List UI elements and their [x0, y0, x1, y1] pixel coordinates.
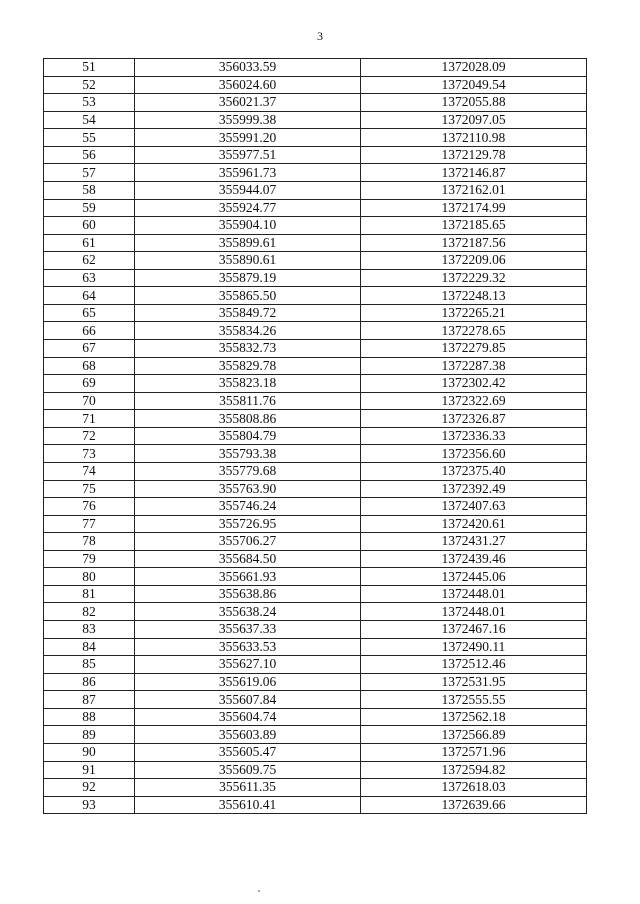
- x-coordinate-cell: 355619.06: [135, 673, 361, 691]
- x-coordinate-cell: 355823.18: [135, 375, 361, 393]
- y-coordinate-cell: 1372512.46: [361, 656, 587, 674]
- table-row: [44, 164, 587, 182]
- y-coordinate-cell: 1372265.21: [361, 304, 587, 322]
- x-coordinate-cell: 355633.53: [135, 638, 361, 656]
- x-coordinate-cell: 356033.59: [135, 59, 361, 77]
- table-row: [44, 146, 587, 164]
- y-coordinate-cell: 1372356.60: [361, 445, 587, 463]
- x-coordinate-cell: 355961.73: [135, 164, 361, 182]
- x-coordinate-cell: 355977.51: [135, 146, 361, 164]
- point-number-cell: 80: [44, 568, 135, 586]
- coordinates-table-body: [44, 59, 587, 814]
- table-row: [44, 410, 587, 428]
- table-row: [44, 779, 587, 797]
- point-number-cell: 78: [44, 533, 135, 551]
- point-number-cell: 88: [44, 708, 135, 726]
- point-number-cell: 93: [44, 796, 135, 814]
- y-coordinate-cell: 1372639.66: [361, 796, 587, 814]
- table-row: [44, 375, 587, 393]
- y-coordinate-cell: 1372392.49: [361, 480, 587, 498]
- table-row: [44, 234, 587, 252]
- point-number-cell: 72: [44, 427, 135, 445]
- x-coordinate-cell: 355849.72: [135, 304, 361, 322]
- x-coordinate-cell: 355604.74: [135, 708, 361, 726]
- y-coordinate-cell: 1372490.11: [361, 638, 587, 656]
- y-coordinate-cell: 1372375.40: [361, 462, 587, 480]
- scan-speck: [258, 890, 260, 892]
- point-number-cell: 51: [44, 59, 135, 77]
- y-coordinate-cell: 1372279.85: [361, 340, 587, 358]
- table-row: [44, 638, 587, 656]
- point-number-cell: 87: [44, 691, 135, 709]
- table-row: [44, 462, 587, 480]
- y-coordinate-cell: 1372229.32: [361, 269, 587, 287]
- x-coordinate-cell: 355684.50: [135, 550, 361, 568]
- x-coordinate-cell: 355904.10: [135, 217, 361, 235]
- table-row: [44, 199, 587, 217]
- table-row: [44, 708, 587, 726]
- x-coordinate-cell: 355879.19: [135, 269, 361, 287]
- point-number-cell: 76: [44, 498, 135, 516]
- table-row: [44, 796, 587, 814]
- table-row: [44, 550, 587, 568]
- y-coordinate-cell: 1372326.87: [361, 410, 587, 428]
- table-row: [44, 656, 587, 674]
- x-coordinate-cell: 355609.75: [135, 761, 361, 779]
- y-coordinate-cell: 1372571.96: [361, 743, 587, 761]
- y-coordinate-cell: 1372185.65: [361, 217, 587, 235]
- y-coordinate-cell: 1372287.38: [361, 357, 587, 375]
- y-coordinate-cell: 1372302.42: [361, 375, 587, 393]
- point-number-cell: 59: [44, 199, 135, 217]
- table-row: [44, 533, 587, 551]
- table-row: [44, 427, 587, 445]
- x-coordinate-cell: 355779.68: [135, 462, 361, 480]
- x-coordinate-cell: 355834.26: [135, 322, 361, 340]
- y-coordinate-cell: 1372055.88: [361, 94, 587, 112]
- x-coordinate-cell: 355638.24: [135, 603, 361, 621]
- y-coordinate-cell: 1372448.01: [361, 585, 587, 603]
- table-row: [44, 621, 587, 639]
- table-row: [44, 568, 587, 586]
- y-coordinate-cell: 1372467.16: [361, 621, 587, 639]
- x-coordinate-cell: 355899.61: [135, 234, 361, 252]
- point-number-cell: 68: [44, 357, 135, 375]
- point-number-cell: 69: [44, 375, 135, 393]
- point-number-cell: 71: [44, 410, 135, 428]
- y-coordinate-cell: 1372594.82: [361, 761, 587, 779]
- point-number-cell: 92: [44, 779, 135, 797]
- point-number-cell: 52: [44, 76, 135, 94]
- point-number-cell: 61: [44, 234, 135, 252]
- point-number-cell: 58: [44, 181, 135, 199]
- y-coordinate-cell: 1372049.54: [361, 76, 587, 94]
- y-coordinate-cell: 1372110.98: [361, 129, 587, 147]
- table-row: [44, 691, 587, 709]
- table-row: [44, 480, 587, 498]
- x-coordinate-cell: 355603.89: [135, 726, 361, 744]
- table-row: [44, 340, 587, 358]
- x-coordinate-cell: 355944.07: [135, 181, 361, 199]
- table-row: [44, 59, 587, 77]
- y-coordinate-cell: 1372097.05: [361, 111, 587, 129]
- point-number-cell: 82: [44, 603, 135, 621]
- page-number: 3: [317, 29, 323, 43]
- table-row: [44, 603, 587, 621]
- x-coordinate-cell: 355746.24: [135, 498, 361, 516]
- x-coordinate-cell: 355865.50: [135, 287, 361, 305]
- table-row: [44, 392, 587, 410]
- x-coordinate-cell: 355832.73: [135, 340, 361, 358]
- x-coordinate-cell: 355607.84: [135, 691, 361, 709]
- x-coordinate-cell: 355811.76: [135, 392, 361, 410]
- y-coordinate-cell: 1372555.55: [361, 691, 587, 709]
- x-coordinate-cell: 355638.86: [135, 585, 361, 603]
- x-coordinate-cell: 355605.47: [135, 743, 361, 761]
- x-coordinate-cell: 355637.33: [135, 621, 361, 639]
- y-coordinate-cell: 1372187.56: [361, 234, 587, 252]
- table-row: [44, 761, 587, 779]
- point-number-cell: 67: [44, 340, 135, 358]
- table-row: [44, 357, 587, 375]
- x-coordinate-cell: 355829.78: [135, 357, 361, 375]
- x-coordinate-cell: 355991.20: [135, 129, 361, 147]
- point-number-cell: 74: [44, 462, 135, 480]
- x-coordinate-cell: 355793.38: [135, 445, 361, 463]
- point-number-cell: 90: [44, 743, 135, 761]
- point-number-cell: 57: [44, 164, 135, 182]
- table-row: [44, 673, 587, 691]
- point-number-cell: 84: [44, 638, 135, 656]
- x-coordinate-cell: 355763.90: [135, 480, 361, 498]
- point-number-cell: 89: [44, 726, 135, 744]
- x-coordinate-cell: 355661.93: [135, 568, 361, 586]
- table-row: [44, 322, 587, 340]
- table-row: [44, 111, 587, 129]
- table-row: [44, 743, 587, 761]
- y-coordinate-cell: 1372445.06: [361, 568, 587, 586]
- y-coordinate-cell: 1372618.03: [361, 779, 587, 797]
- point-number-cell: 91: [44, 761, 135, 779]
- point-number-cell: 75: [44, 480, 135, 498]
- table-row: [44, 129, 587, 147]
- y-coordinate-cell: 1372448.01: [361, 603, 587, 621]
- point-number-cell: 83: [44, 621, 135, 639]
- table-row: [44, 585, 587, 603]
- point-number-cell: 73: [44, 445, 135, 463]
- y-coordinate-cell: 1372531.95: [361, 673, 587, 691]
- y-coordinate-cell: 1372174.99: [361, 199, 587, 217]
- y-coordinate-cell: 1372278.65: [361, 322, 587, 340]
- x-coordinate-cell: 356021.37: [135, 94, 361, 112]
- y-coordinate-cell: 1372420.61: [361, 515, 587, 533]
- table-row: [44, 252, 587, 270]
- y-coordinate-cell: 1372336.33: [361, 427, 587, 445]
- point-number-cell: 55: [44, 129, 135, 147]
- point-number-cell: 56: [44, 146, 135, 164]
- point-number-cell: 77: [44, 515, 135, 533]
- point-number-cell: 79: [44, 550, 135, 568]
- y-coordinate-cell: 1372431.27: [361, 533, 587, 551]
- y-coordinate-cell: 1372407.63: [361, 498, 587, 516]
- x-coordinate-cell: 355726.95: [135, 515, 361, 533]
- y-coordinate-cell: 1372129.78: [361, 146, 587, 164]
- y-coordinate-cell: 1372322.69: [361, 392, 587, 410]
- x-coordinate-cell: 355808.86: [135, 410, 361, 428]
- point-number-cell: 81: [44, 585, 135, 603]
- point-number-cell: 60: [44, 217, 135, 235]
- point-number-cell: 64: [44, 287, 135, 305]
- table-row: [44, 94, 587, 112]
- y-coordinate-cell: 1372028.09: [361, 59, 587, 77]
- point-number-cell: 86: [44, 673, 135, 691]
- point-number-cell: 65: [44, 304, 135, 322]
- table-row: [44, 445, 587, 463]
- coordinates-table: [43, 58, 587, 814]
- point-number-cell: 85: [44, 656, 135, 674]
- y-coordinate-cell: 1372248.13: [361, 287, 587, 305]
- point-number-cell: 53: [44, 94, 135, 112]
- point-number-cell: 54: [44, 111, 135, 129]
- table-row: [44, 498, 587, 516]
- y-coordinate-cell: 1372209.06: [361, 252, 587, 270]
- table-row: [44, 181, 587, 199]
- y-coordinate-cell: 1372162.01: [361, 181, 587, 199]
- x-coordinate-cell: 355924.77: [135, 199, 361, 217]
- x-coordinate-cell: 356024.60: [135, 76, 361, 94]
- x-coordinate-cell: 355804.79: [135, 427, 361, 445]
- x-coordinate-cell: 355627.10: [135, 656, 361, 674]
- table-row: [44, 287, 587, 305]
- table-row: [44, 269, 587, 287]
- table-row: [44, 76, 587, 94]
- x-coordinate-cell: 355890.61: [135, 252, 361, 270]
- table-row: [44, 515, 587, 533]
- point-number-cell: 66: [44, 322, 135, 340]
- x-coordinate-cell: 355610.41: [135, 796, 361, 814]
- table-row: [44, 217, 587, 235]
- point-number-cell: 62: [44, 252, 135, 270]
- x-coordinate-cell: 355611.35: [135, 779, 361, 797]
- y-coordinate-cell: 1372562.18: [361, 708, 587, 726]
- x-coordinate-cell: 355706.27: [135, 533, 361, 551]
- table-row: [44, 726, 587, 744]
- y-coordinate-cell: 1372566.89: [361, 726, 587, 744]
- x-coordinate-cell: 355999.38: [135, 111, 361, 129]
- point-number-cell: 70: [44, 392, 135, 410]
- y-coordinate-cell: 1372146.87: [361, 164, 587, 182]
- table-row: [44, 304, 587, 322]
- point-number-cell: 63: [44, 269, 135, 287]
- y-coordinate-cell: 1372439.46: [361, 550, 587, 568]
